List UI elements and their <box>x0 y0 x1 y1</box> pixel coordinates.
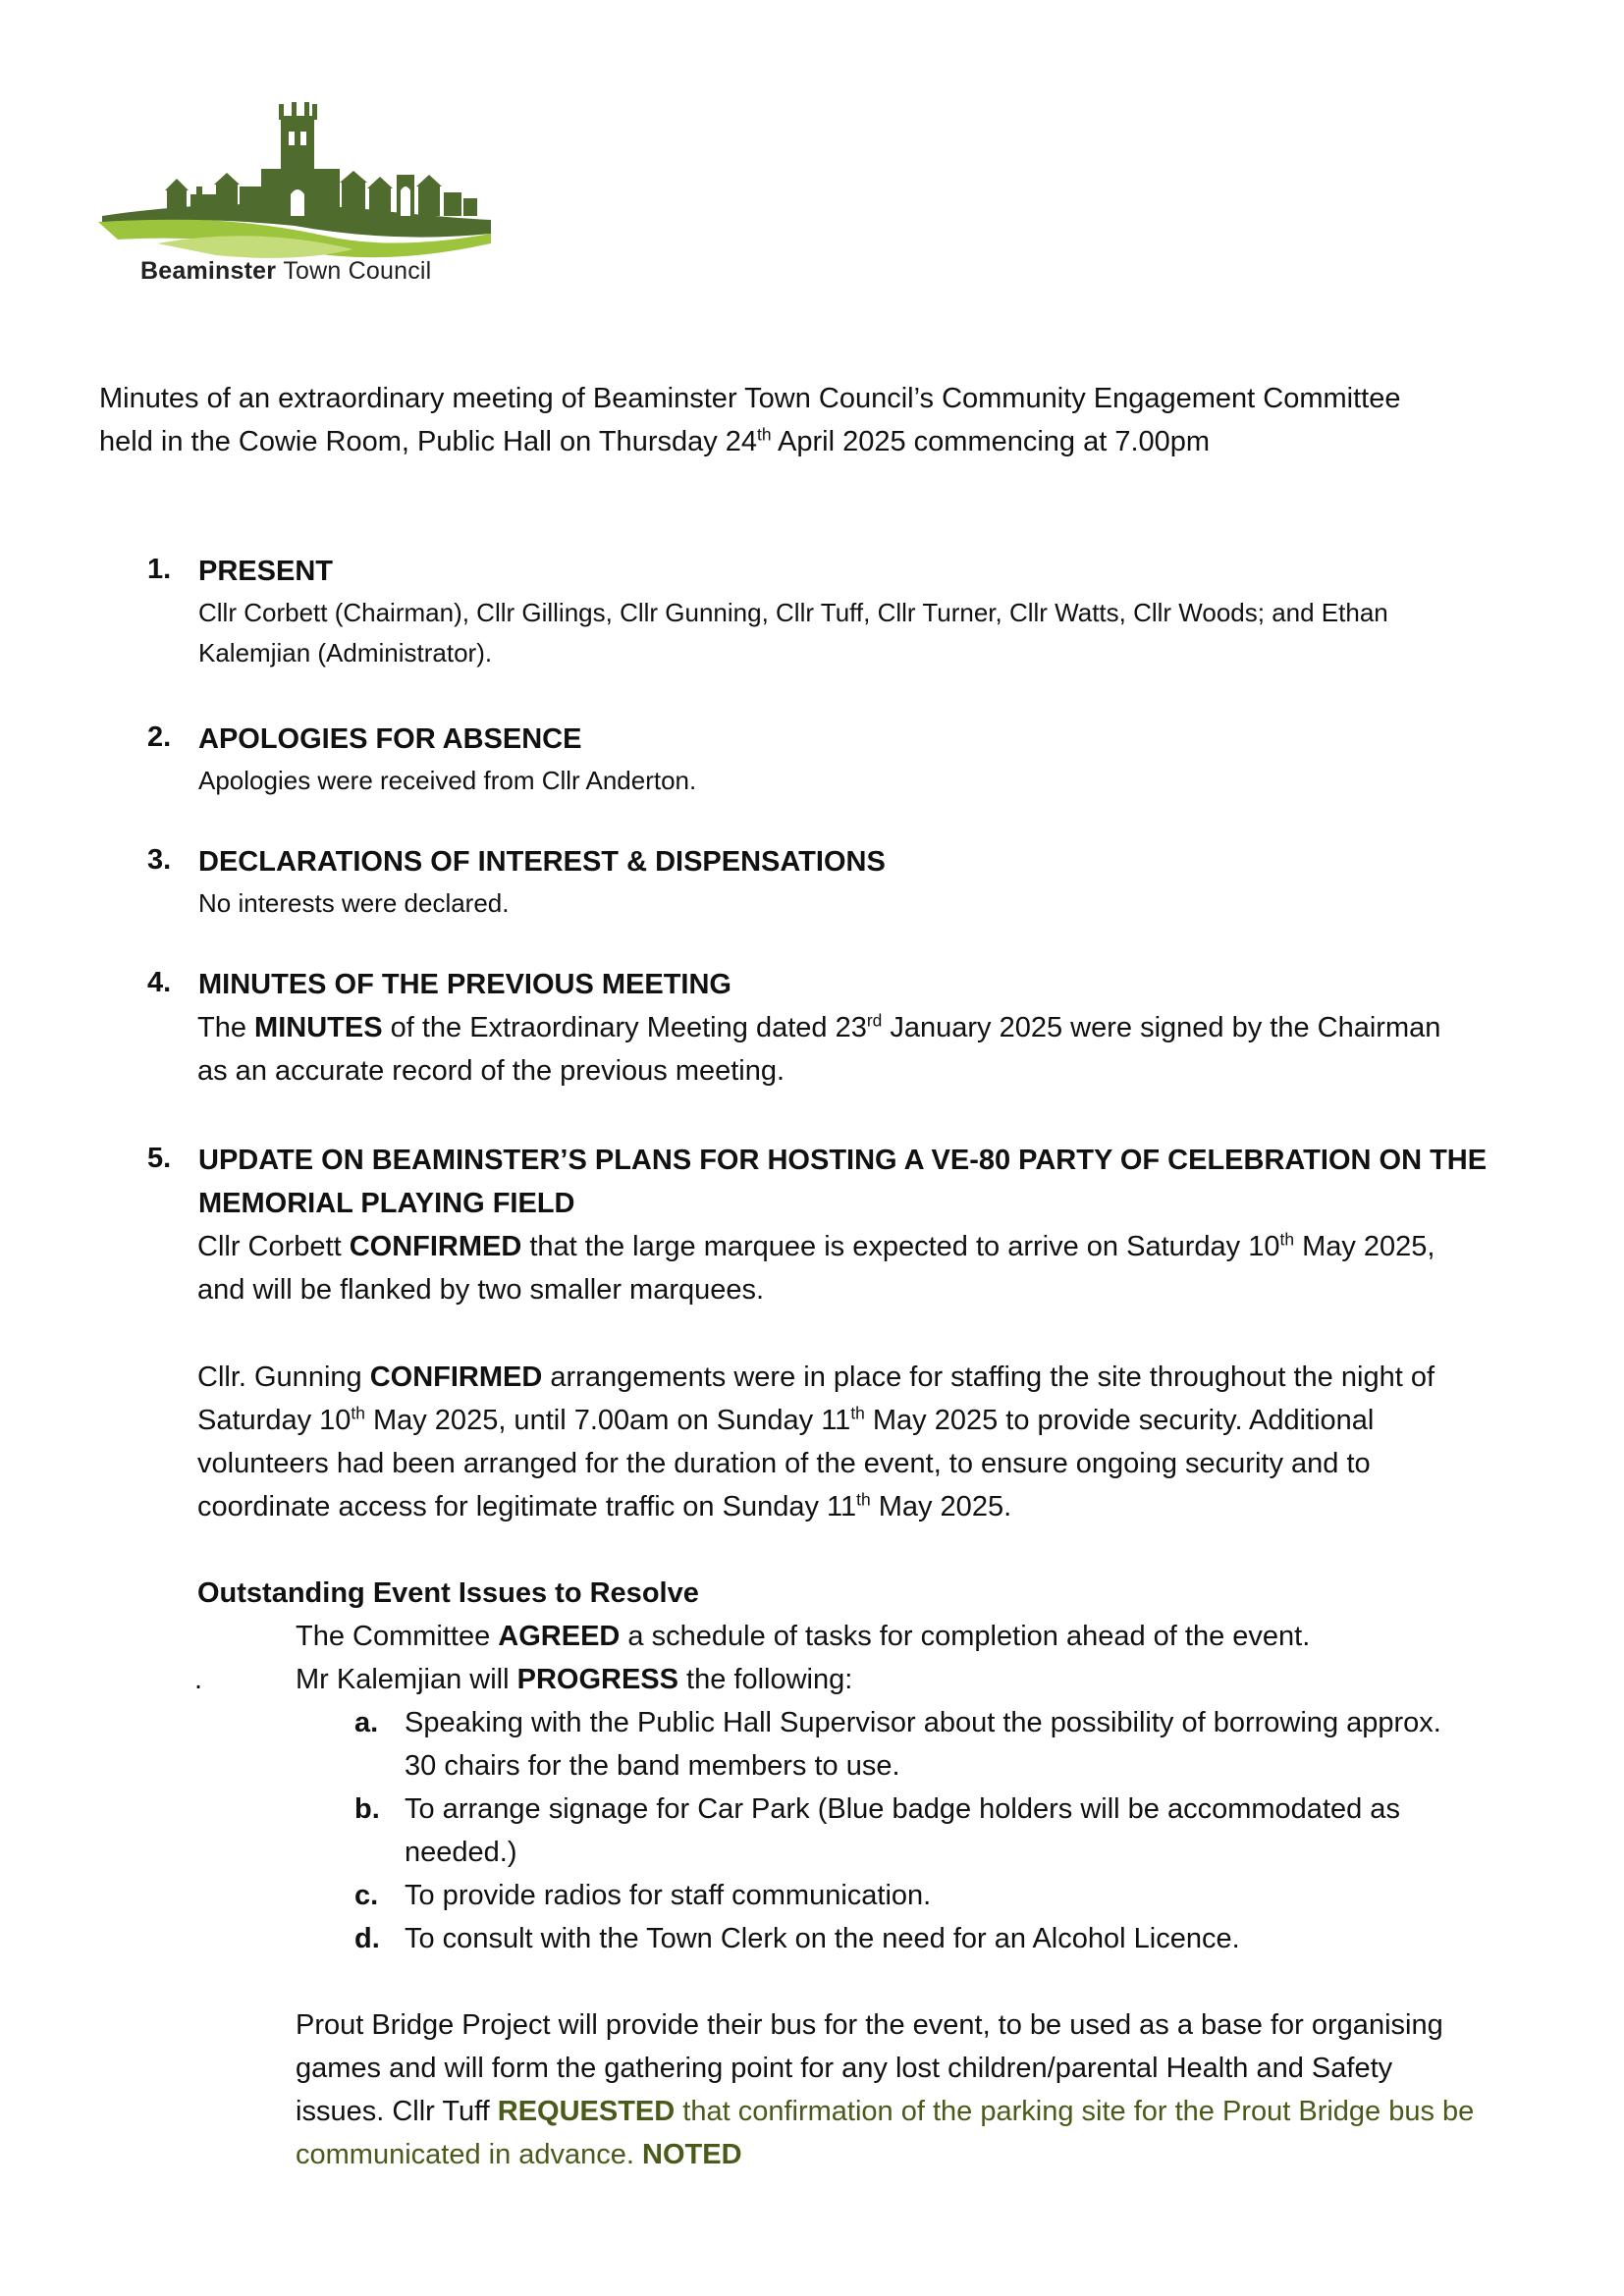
item-text-line: volunteers had been arranged for the duration of the event, to ensure ongoing security and to <box>197 1448 1371 1479</box>
item-text-line: as an accurate record of the previous meeting. <box>197 1055 785 1087</box>
item-text-line: Kalemjian (Administrator). <box>198 638 493 667</box>
item-number: 3. <box>147 844 172 876</box>
item-heading: MEMORIAL PLAYING FIELD <box>198 1188 575 1219</box>
item-heading: UPDATE ON BEAMINSTER’S PLANS FOR HOSTING A VE-80 PARTY OF CELEBRATION ON THE <box>198 1145 1488 1176</box>
item-text-line: Apologies were received from Cllr Anderton. <box>198 766 697 795</box>
list-item: a. Speaking with the Public Hall Supervisor about the possibility of borrowing approx. 30 chairs for the band members to use. <box>354 1707 1441 1782</box>
list-item: d. To consult with the Town Clerk on the need for an Alcohol Licence. <box>354 1923 1240 1954</box>
item-number: 1. <box>147 554 172 585</box>
item-text-line: Prout Bridge Project will provide their bus for the event, to be used as a base for organising <box>296 2009 1443 2041</box>
item-text-line: Cllr. Gunning CONFIRMED arrangements were in place for staffing the site throughout the night of <box>197 1362 1435 1393</box>
item-text-line: Mr Kalemjian will PROGRESS the following: <box>296 1664 853 1695</box>
minutes-intro <box>99 377 1552 463</box>
item-text-line: and will be flanked by two smaller marquees. <box>197 1274 765 1306</box>
council-name-logotype: Beaminster Town Council <box>140 257 432 285</box>
item-text-line: issues. Cllr Tuff REQUESTED that confirmation of the parking site for the Prout Bridge bus be <box>296 2096 1475 2127</box>
item-heading: MINUTES OF THE PREVIOUS MEETING <box>198 969 731 1000</box>
intro-line-1: Minutes of an extraordinary meeting of Beaminster Town Council’s Community Engagement Committee <box>99 383 1401 414</box>
task-list <box>354 1701 1533 1954</box>
item-text-line: games and will form the gathering point for any lost children/parental Health and Safety <box>296 2053 1393 2084</box>
item-text-line: The Committee AGREED a schedule of tasks for completion ahead of the event. <box>296 1621 1311 1652</box>
item-text-line: Cllr Corbett CONFIRMED that the large marquee is expected to arrive on Saturday 10th May 2025, <box>197 1229 1435 1262</box>
list-item: b. To arrange signage for Car Park (Blue badge holders will be accommodated as needed.) <box>354 1793 1400 1868</box>
item-heading: APOLOGIES FOR ABSENCE <box>198 723 582 755</box>
item-heading: PRESENT <box>198 556 333 587</box>
list-item: c. To provide radios for staff communication. <box>354 1880 932 1911</box>
item-text-line: Cllr Corbett (Chairman), Cllr Gillings, Cllr Gunning, Cllr Tuff, Cllr Turner, Cllr Watts, Cllr Woods; and Ethan <box>198 598 1388 627</box>
item-text-line: No interests were declared. <box>198 888 510 918</box>
intro-line-2: held in the Cowie Room, Public Hall on Thursday 24th April 2025 commencing at 7.00pm <box>99 424 1211 457</box>
item-number: 5. <box>147 1143 172 1174</box>
item-text-line: The MINUTES of the Extraordinary Meeting dated 23rd January 2025 were signed by the Chairman <box>197 1010 1441 1043</box>
item-number: 4. <box>147 967 172 998</box>
item-heading: DECLARATIONS OF INTEREST & DISPENSATIONS <box>198 846 886 878</box>
subheading-outstanding-issues: Outstanding Event Issues to Resolve <box>197 1577 699 1609</box>
item-number: 2. <box>147 721 172 753</box>
stray-dot: . <box>194 1664 203 1695</box>
item-text-line: Saturday 10th May 2025, until 7.00am on Sunday 11th May 2025 to provide security. Additional <box>197 1403 1375 1436</box>
item-text-line: communicated in advance. NOTED <box>296 2139 742 2170</box>
item-text-line: coordinate access for legitimate traffic on Sunday 11th May 2025. <box>197 1489 1012 1522</box>
